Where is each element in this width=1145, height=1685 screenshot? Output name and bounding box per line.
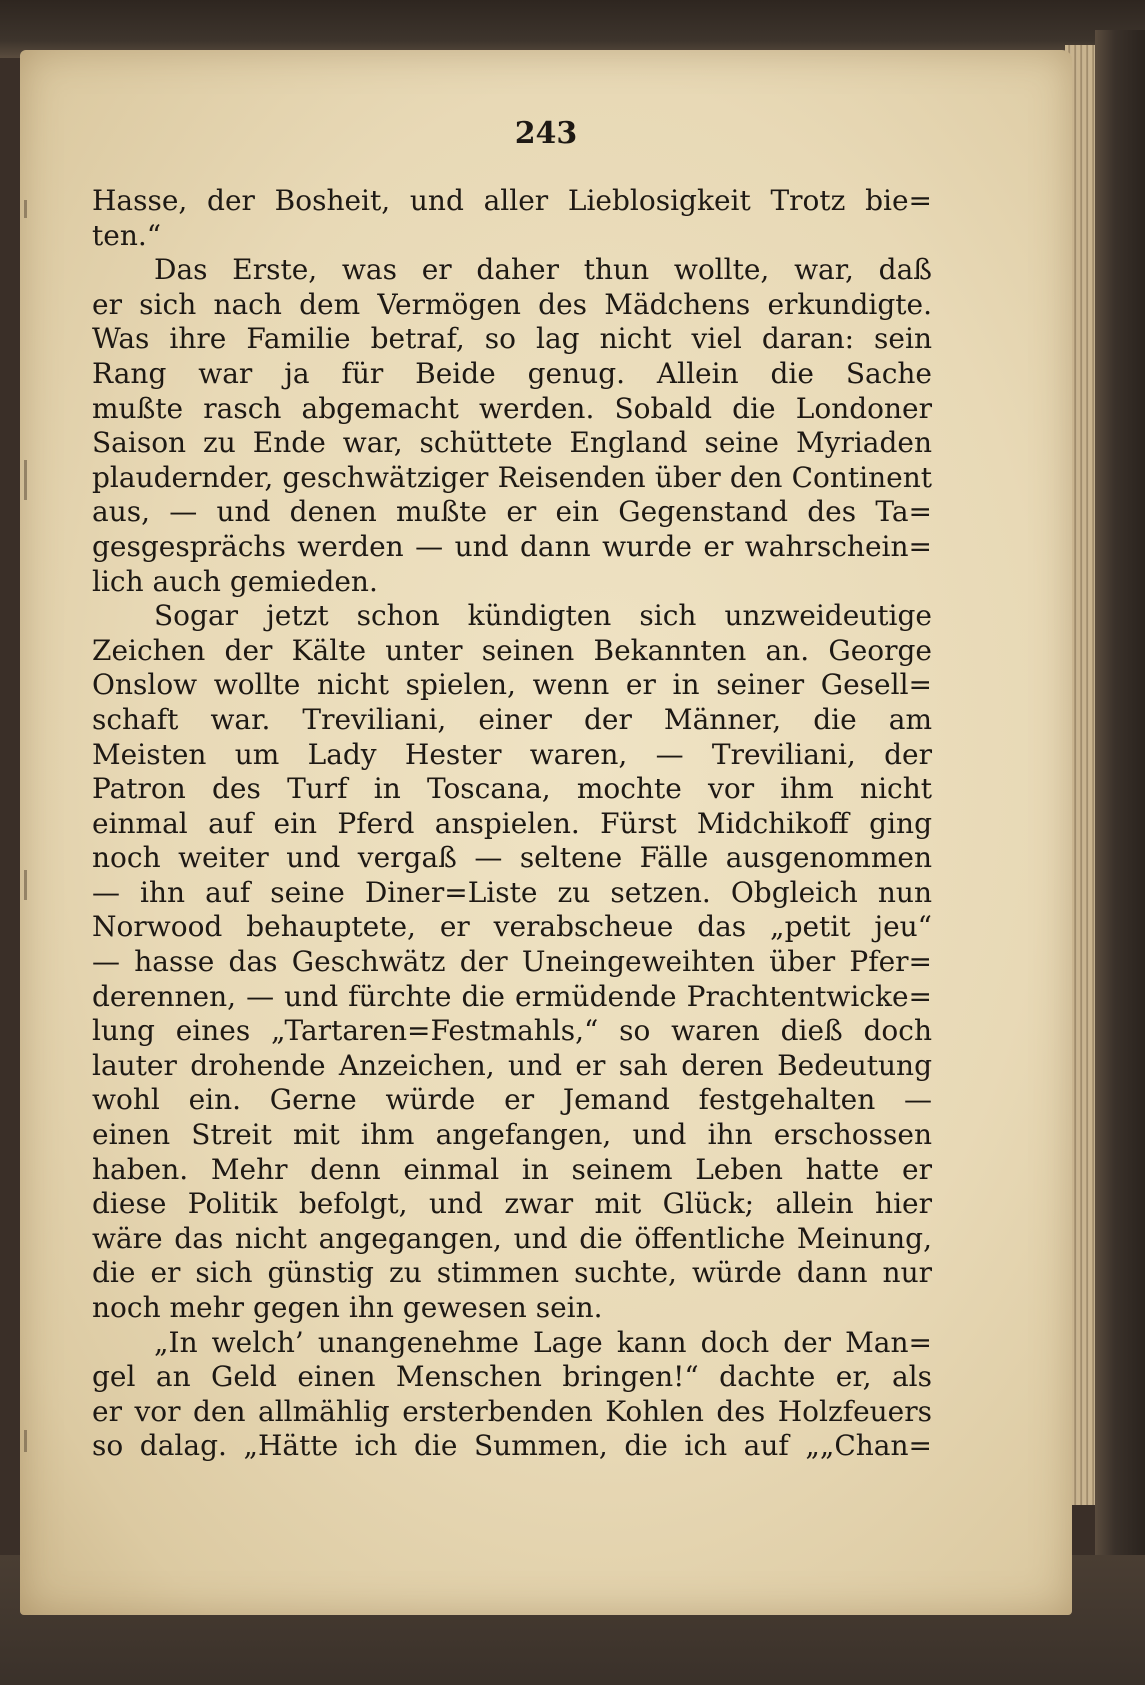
text-line: gesgesprächs werden — und dann wurde er wahrschein=: [92, 529, 932, 563]
text-line: Hasse, der Bosheit, und aller Lieblosigkeit Trotz bie=: [92, 184, 932, 217]
text-line: haben. Mehr denn einmal in seinem Leben hatte er: [92, 1152, 932, 1186]
body-text: [92, 184, 932, 1464]
text-line: die er sich günstig zu stimmen suchte, würde dann nur: [92, 1256, 932, 1290]
text-line: schaft war. Treviliani, einer der Männer, die am: [92, 702, 932, 736]
margin-mark: [24, 200, 27, 218]
text-line: — hasse das Geschwätz der Uneingeweihten über Pfer=: [92, 945, 932, 979]
text-line: Patron des Turf in Toscana, mochte vor ihm nicht: [92, 772, 932, 806]
text-line: Saison zu Ende war, schüttete England seine Myriaden: [92, 426, 932, 460]
text-line: — ihn auf seine Diner=Liste zu setzen. Obgleich nun: [92, 875, 932, 909]
text-line: er vor den allmählig ersterbenden Kohlen des Holzfeuers: [92, 1394, 932, 1428]
text-line: aus, — und denen mußte er ein Gegenstand des Ta=: [92, 495, 932, 529]
page-number: 243: [514, 116, 578, 151]
text-line: Was ihre Familie betraf, so lag nicht viel daran: sein: [92, 322, 932, 356]
text-line: Zeichen der Kälte unter seinen Bekannten an. George: [92, 633, 932, 667]
text-line: Das Erste, was er daher thun wollte, war, daß: [154, 253, 932, 287]
book-cover-spine-edge: [1095, 30, 1145, 1685]
text-line: Onslow wollte nicht spielen, wenn er in seiner Gesell=: [92, 668, 932, 702]
text-line: „In welch’ unangenehme Lage kann doch der Man=: [154, 1325, 932, 1359]
text-line: plaudernder, geschwätziger Reisenden über den Continent: [92, 460, 932, 494]
text-line: wohl ein. Gerne würde er Jemand festgehalten —: [92, 1083, 932, 1117]
text-line: diese Politik befolgt, und zwar mit Glück; allein hier: [92, 1187, 932, 1221]
text-line: gel an Geld einen Menschen bringen!“ dachte er, als: [92, 1360, 932, 1394]
text-line: wäre das nicht angegangen, und die öffentliche Meinung,: [92, 1221, 932, 1255]
text-line: lung eines „Tartaren=Festmahls,“ so waren dieß doch: [92, 1014, 932, 1048]
text-line: derennen, — und fürchte die ermüdende Prachtentwicke=: [92, 979, 932, 1013]
text-line: so dalag. „Hätte ich die Summen, die ich auf „„Chan=: [92, 1429, 932, 1463]
text-line: einmal auf ein Pferd anspielen. Fürst Midchikoff ging: [92, 806, 932, 840]
text-line: einen Streit mit ihm angefangen, und ihn erschossen: [92, 1118, 932, 1152]
text-line: Meisten um Lady Hester waren, — Treviliani, der: [92, 737, 932, 771]
text-line: Sogar jetzt schon kündigten sich unzweideutige: [154, 599, 932, 633]
book-page: [20, 50, 1072, 1615]
text-line: noch weiter und vergaß — seltene Fälle ausgenommen: [92, 841, 932, 875]
text-line: lauter drohende Anzeichen, und er sah deren Bedeutung: [92, 1048, 932, 1082]
margin-mark: [24, 1430, 27, 1452]
margin-mark: [24, 870, 27, 900]
text-line: ten.“: [92, 218, 162, 252]
text-line: Norwood behauptete, er verabscheue das „petit jeu“: [92, 910, 932, 944]
text-line: er sich nach dem Vermögen des Mädchens erkundigte.: [92, 287, 932, 321]
text-line: Rang war ja für Beide genug. Allein die Sache: [92, 356, 932, 390]
text-line: lich auch gemieden.: [92, 564, 378, 598]
margin-mark: [24, 460, 27, 500]
text-line: noch mehr gegen ihn gewesen sein.: [92, 1291, 603, 1324]
text-line: mußte rasch abgemacht werden. Sobald die Londoner: [92, 391, 932, 425]
